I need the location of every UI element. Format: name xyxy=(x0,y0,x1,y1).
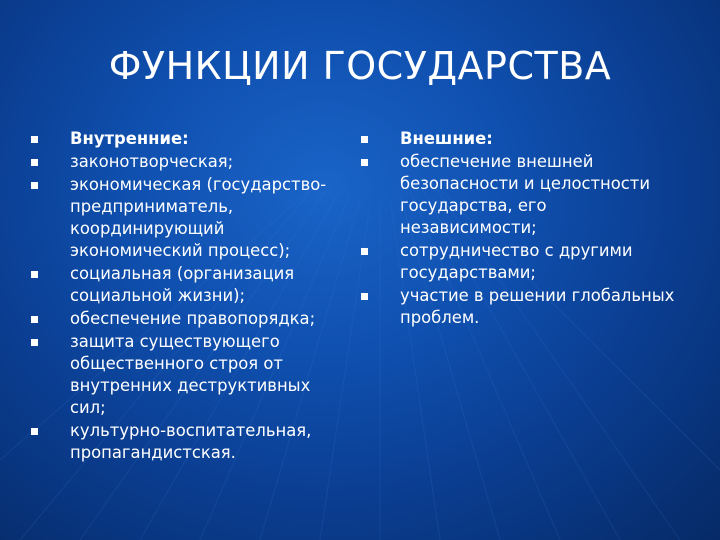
list-item-text: сотрудничество с другими государствами; xyxy=(400,241,633,282)
square-bullet-icon xyxy=(31,339,38,346)
list-item xyxy=(28,331,348,419)
square-bullet-icon xyxy=(361,248,368,255)
list-item xyxy=(28,263,348,307)
list-item xyxy=(358,285,688,329)
slide-title: ФУНКЦИИ ГОСУДАРСТВА xyxy=(108,44,612,88)
internal-functions-list xyxy=(28,128,348,464)
list-item xyxy=(28,420,348,464)
list-item-text: участие в решении глобальных проблем. xyxy=(400,286,675,327)
list-item-text: законотворческая; xyxy=(70,152,234,171)
list-item xyxy=(28,151,348,173)
list-item-text: социальная (организация социальной жизни); xyxy=(70,264,295,305)
square-bullet-icon xyxy=(31,136,38,143)
square-bullet-icon xyxy=(361,159,368,166)
internal-heading: Внутренние: xyxy=(70,129,189,148)
list-item-text: экономическая (государство-предприниматель, координирующий экономический процесс); xyxy=(70,175,327,260)
list-item-text: обеспечение правопорядка; xyxy=(70,309,316,328)
list-item-text: обеспечение внешней безопасности и целостности государства, его независимости; xyxy=(400,152,650,237)
square-bullet-icon xyxy=(31,316,38,323)
list-item xyxy=(28,128,348,150)
external-functions-column xyxy=(358,128,688,330)
list-item-text: культурно-воспитательная, пропагандистская. xyxy=(70,421,312,462)
square-bullet-icon xyxy=(31,159,38,166)
square-bullet-icon xyxy=(31,271,38,278)
external-heading: Внешние: xyxy=(400,129,493,148)
list-item xyxy=(358,240,688,284)
square-bullet-icon xyxy=(361,136,368,143)
list-item-text: защита существующего общественного строя от внутренних деструктивных сил; xyxy=(70,332,311,417)
internal-functions-column xyxy=(28,128,348,465)
list-item xyxy=(358,151,688,239)
square-bullet-icon xyxy=(31,182,38,189)
list-item xyxy=(28,308,348,330)
list-item xyxy=(358,128,688,150)
square-bullet-icon xyxy=(31,428,38,435)
external-functions-list xyxy=(358,128,688,329)
list-item xyxy=(28,174,348,262)
square-bullet-icon xyxy=(361,293,368,300)
